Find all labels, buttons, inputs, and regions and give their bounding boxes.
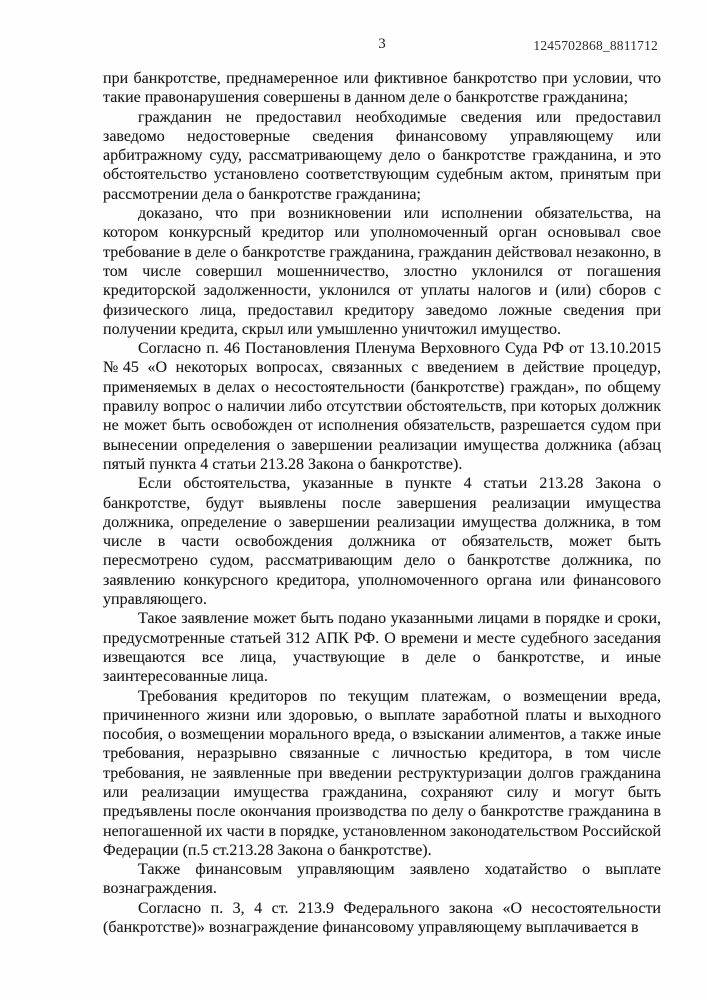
- document-paragraph: при банкротстве, преднамеренное или фиктивное банкротство при условии, что такие правонарушения совершены в данном деле о банкротстве гражданина;: [103, 70, 661, 107]
- document-id: 1245702868_8811712: [533, 38, 658, 53]
- document-paragraph: Согласно п. 3, 4 ст. 213.9 Федерального закона «О несостоятельности (банкротстве)» вознаграждение финансовому управляющему выплачивается в: [103, 899, 661, 937]
- document-paragraph: Также финансовым управляющим заявлено ходатайство о выплате вознаграждения.: [103, 861, 661, 898]
- page-number: 3: [378, 36, 386, 52]
- document-paragraph: Согласно п. 46 Постановления Пленума Верховного Суда РФ от 13.10.2015 №45 «О некоторых вопросах, связанных с введением в действие процедур, применяемых в делах о несостоятельности (банкротстве) граждан», по общему правилу вопрос о наличии либо отсутствии обстоятельств, при которых должник не может быть освобожден от исполнения обязательств, разрешается судом при вынесении определения о завершении реализации имущества должника (абзац пятый пункта 4 статьи 213.28 Закона о банкротстве).: [103, 340, 661, 473]
- document-paragraph: гражданин не предоставил необходимые сведения или предоставил заведомо недостоверные сведения финансовому управляющему или арбитражному суду, рассматривающему дело о банкротстве гражданина, и это обстоятельство установлено соответствующим судебным актом, принятым при рассмотрении дела о банкротстве гражданина;: [103, 108, 661, 203]
- document-body: [103, 69, 661, 937]
- document-paragraph: Требования кредиторов по текущим платежам, о возмещении вреда, причиненного жизни или здоровью, о выплате заработной платы и выходного пособия, о возмещении морального вреда, о взыскании алиментов, а также иные требования, неразрывно связанные с личностью кредитора, в том числе требования, не заявленные при введении реструктуризации долгов гражданина или реализации имущества гражданина, сохраняют силу и могут быть предъявлены после окончания производства по делу о банкротстве гражданина в непогашенной их части в порядке, установленном законодательством Российской Федерации (п.5 ст.213.28 Закона о банкротстве).: [103, 687, 661, 859]
- document-paragraph: Такое заявление может быть подано указанными лицами в порядке и сроки, предусмотренные статьей 312 АПК РФ. О времени и месте судебного заседания извещаются все лица, участвующие в деле о банкротстве, и иные заинтересованные лица.: [103, 610, 661, 686]
- document-paragraph: Если обстоятельства, указанные в пункте 4 статьи 213.28 Закона о банкротстве, будут выявлены после завершения реализации имущества должника, определение о завершении реализации имущества должника, в том числе в части освобождения должника от обязательств, может быть пересмотрено судом, рассматривающим дело о банкротстве должника, по заявлению конкурсного кредитора, уполномоченного органа или финансового управляющего.: [103, 475, 661, 609]
- document-paragraph: доказано, что при возникновении или исполнении обязательства, на котором конкурсный кредитор или уполномоченный орган основывал свое требование в деле о банкротстве гражданина, гражданин действовал незаконно, в том числе совершил мошенничество, злостно уклонился от погашения кредиторской задолженности, уклонился от уплаты налогов и (или) сборов с физического лица, предоставил кредитору заведомо ложные сведения при получении кредита, скрыл или умышленно уничтожил имущество.: [103, 205, 661, 338]
